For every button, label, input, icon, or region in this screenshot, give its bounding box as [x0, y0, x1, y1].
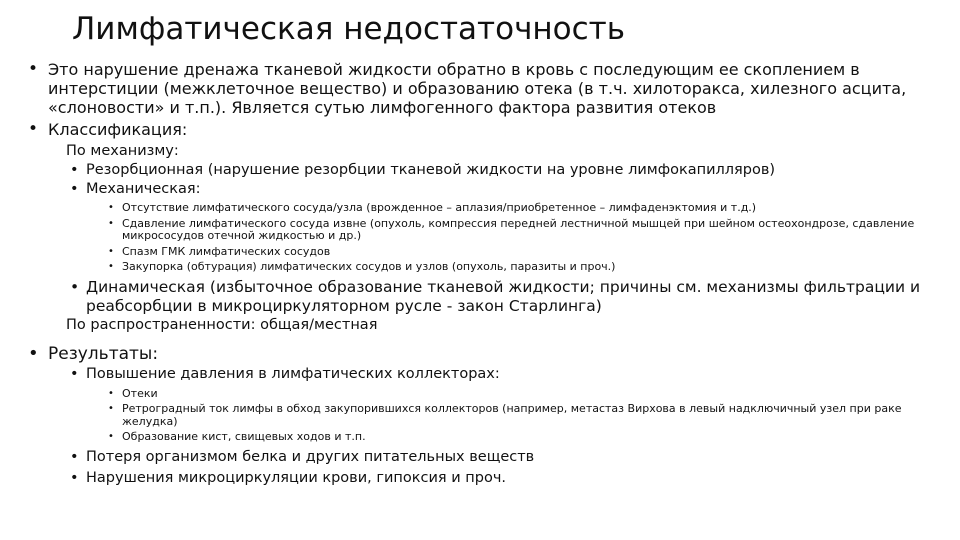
bullet-icon: •	[28, 342, 39, 364]
dynamic-item	[26, 278, 936, 316]
bullet-icon: •	[108, 217, 114, 229]
list-item-text: Отеки	[122, 386, 158, 400]
bullet-icon: •	[70, 469, 79, 486]
bullet-icon: •	[108, 387, 114, 399]
bullet-icon: •	[28, 59, 39, 79]
pressure-list	[26, 388, 936, 444]
bullet-icon: •	[70, 448, 79, 465]
bullet-icon: •	[28, 119, 39, 139]
mechanical-item	[26, 180, 936, 199]
protein-loss-text: Потеря организмом белка и других питательных веществ	[86, 448, 535, 465]
classification-text: Классификация:	[48, 120, 188, 139]
results-text: Результаты:	[48, 343, 159, 364]
pressure-text: Повышение давления в лимфатических коллекторах:	[86, 365, 500, 382]
bullet-icon: •	[70, 181, 79, 197]
mechanical-text: Механическая:	[86, 181, 201, 197]
mechanism-label: По механизму:	[66, 143, 179, 159]
bullet-icon: •	[70, 365, 79, 382]
resorption-item	[26, 161, 936, 180]
definition-text: Это нарушение дренажа тканевой жидкости обратно в кровь с последующим ее скоплением в интерстиции (межклеточное вещество) и образованию отека (в т.ч. хилоторакса, хилезного асцита, «слоновости» и т.п.). Является сутью лимфогенного фактора развития отеков	[48, 60, 907, 117]
bullet-icon: •	[108, 403, 114, 414]
list-item-text: Спазм ГМК лимфатических сосудов	[122, 244, 331, 258]
bullet-icon: •	[108, 202, 114, 213]
bullet-icon: •	[108, 431, 114, 442]
list-item-text: Образование кист, свищевых ходов и т.п.	[122, 430, 366, 443]
bullet-icon: •	[108, 261, 114, 272]
list-item	[26, 246, 936, 259]
bullet-icon: •	[108, 245, 114, 257]
results-item	[26, 343, 936, 365]
list-item-text: Отсутствие лимфатического сосуда/узла (врожденное – аплазия/приобретенное – лимфаденэктомия и т.д.)	[122, 201, 757, 214]
definition-item	[26, 60, 936, 117]
microcirculation-text: Нарушения микроциркуляции крови, гипоксия и проч.	[86, 469, 507, 486]
list-item	[26, 403, 936, 428]
resorption-text: Резорбционная (нарушение резорбции тканевой жидкости на уровне лимфокапилляров)	[86, 162, 776, 178]
spread-label: По распространенности: общая/местная	[66, 316, 378, 333]
list-item	[26, 218, 936, 243]
list-item-text: Ретроградный ток лимфы в обход закупорившихся коллекторов (например, метастаз Вирхова в левый надключичный узел при раке желудка)	[122, 402, 902, 428]
list-item-text: Закупорка (обтурация) лимфатических сосудов и узлов (опухоль, паразиты и проч.)	[122, 260, 616, 273]
list-item	[26, 431, 936, 444]
bullet-icon: •	[70, 162, 79, 178]
slide-title: Лимфатическая недостаточность	[72, 11, 625, 47]
microcirculation-item	[26, 469, 936, 488]
list-item	[26, 388, 936, 401]
bullet-icon: •	[70, 277, 80, 296]
protein-loss-item	[26, 448, 936, 467]
list-item-text: Сдавление лимфатического сосуда извне (опухоль, компрессия передней лестничной мышцей при шейном остеохондрозе, сдавление микрососудов отечной жидкостью и др.)	[122, 216, 915, 242]
classification-item	[26, 120, 936, 139]
list-item	[26, 261, 936, 274]
list-item	[26, 202, 936, 215]
slide-body	[26, 60, 936, 488]
dynamic-text: Динамическая (избыточное образование тканевой жидкости; причины см. механизмы фильтрации и реабсорбции в микроциркуляторном русле - закон Старлинга)	[86, 277, 921, 315]
pressure-item	[26, 365, 936, 384]
mechanical-list	[26, 202, 936, 274]
